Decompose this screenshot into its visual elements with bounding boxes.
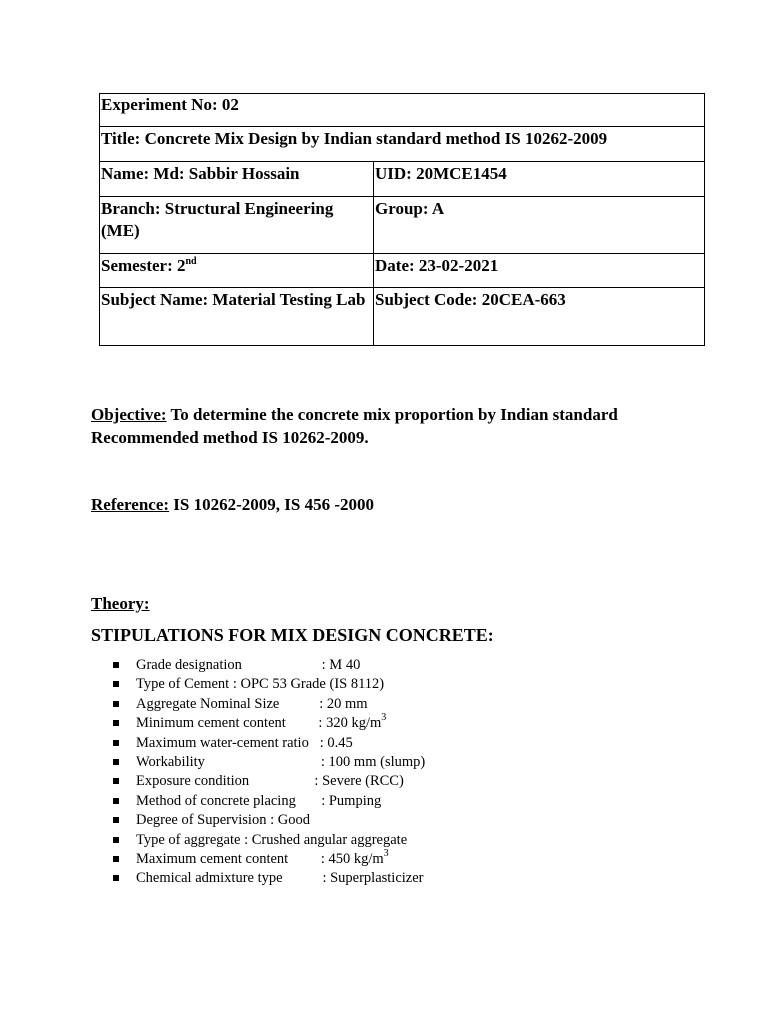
list-item [112,772,425,791]
square-bullet-icon [113,720,119,726]
list-item-text: Degree of Supervision : Good [136,812,310,829]
list-item [112,734,425,753]
branch: Branch: Structural Engineering (ME) [100,197,374,254]
experiment-number: Experiment No: 02 [100,94,705,127]
list-item-text: Grade designation : M 40 [136,657,361,673]
square-bullet-icon [113,662,119,668]
unit-superscript: 3 [383,848,389,860]
table-row [100,162,705,197]
list-item [112,850,425,869]
subject-name: Subject Name: Material Testing Lab [100,288,374,346]
square-bullet-icon [113,875,119,881]
list-item [112,869,425,888]
list-item [112,831,425,850]
square-bullet-icon [113,837,119,843]
list-item-text: Chemical admixture type : Superplasticizer [136,870,424,887]
table-row [100,288,705,346]
reference-text: IS 10262-2009, IS 456 -2000 [169,495,374,514]
square-bullet-icon [113,740,119,746]
table-row [100,127,705,162]
list-item-text: Exposure condition : Severe (RCC) [136,773,404,790]
list-item [112,695,425,714]
list-item [112,811,425,830]
student-name: Name: Md: Sabbir Hossain [100,162,374,197]
semester-ordinal: nd [185,256,197,267]
reference-paragraph [91,493,374,516]
reference-label: Reference: [91,495,170,514]
square-bullet-icon [113,701,119,707]
square-bullet-icon [113,681,119,687]
stipulations-heading: STIPULATIONS FOR MIX DESIGN CONCRETE: [91,625,494,645]
subject-code: Subject Code: 20CEA-663 [374,288,705,346]
square-bullet-icon [113,778,119,784]
square-bullet-icon [113,856,119,862]
square-bullet-icon [113,759,119,765]
square-bullet-icon [113,817,119,823]
list-item-text: Method of concrete placing : Pumping [136,792,382,809]
list-item-text: Minimum cement content : 320 kg/m [136,715,382,732]
objective-text: To determine the concrete mix proportion by Indian standard Recommended method IS 10262-2009. [91,405,618,447]
list-item-text: Type of Cement : OPC 53 Grade (IS 8112) [136,676,385,693]
list-item [112,714,425,733]
list-item [112,753,425,772]
unit-superscript: 3 [381,712,387,724]
group: Group: A [374,197,705,254]
semester-label: Semester: 2 [101,256,186,275]
objective-paragraph [91,403,691,449]
stipulations-list [112,656,425,889]
list-item-text: Maximum water-cement ratio : 0.45 [136,734,353,751]
date: Date: 23-02-2021 [374,254,705,288]
student-uid: UID: 20MCE1454 [374,162,705,197]
objective-label: Objective: [91,405,167,424]
list-item-text: Maximum cement content : 450 kg/m [136,851,384,868]
list-item-text: Aggregate Nominal Size : 20 mm [136,695,368,712]
table-row [100,197,705,254]
list-item [112,675,425,694]
semester [100,254,374,288]
list-item-text: Type of aggregate : Crushed angular aggregate [136,831,408,848]
list-item-text: Workability : 100 mm (slump) [136,754,426,771]
experiment-title: Title: Concrete Mix Design by Indian standard method IS 10262-2009 [100,127,705,162]
theory-heading: Theory: [91,594,150,613]
square-bullet-icon [113,798,119,804]
table-row [100,94,705,127]
list-item [112,656,425,675]
experiment-info-table [99,93,705,346]
list-item [112,792,425,811]
table-row [100,254,705,288]
